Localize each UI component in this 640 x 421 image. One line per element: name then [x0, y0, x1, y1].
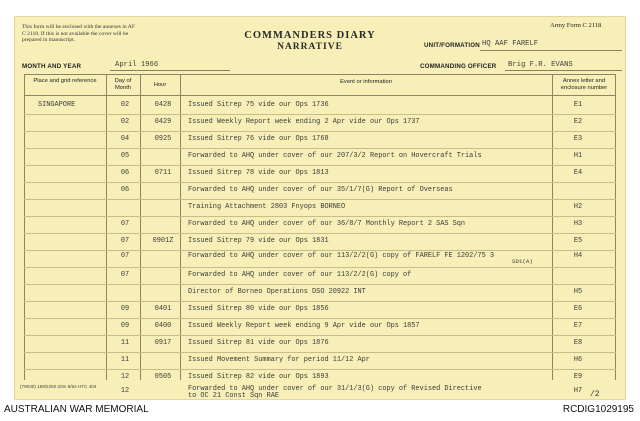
cell-event: Training Attachment 2803 Fnyops BORNEO	[188, 203, 346, 211]
col-header-event: Event or information	[340, 79, 392, 85]
cell-event: Forwarded to AHQ under cover of our 207/3/2 Report on Hovercraft Trials	[188, 152, 482, 160]
page-subtitle: NARRATIVE	[277, 42, 343, 52]
cell-event: Director of Borneo Operations DSO 20922 INT	[188, 288, 366, 296]
unit-label: UNIT/FORMATION	[424, 42, 480, 49]
table-header-border	[24, 95, 616, 96]
row-divider	[24, 369, 616, 370]
cell-event: Issued Sitrep 78 vide our Ops 1813	[188, 169, 329, 177]
col-header-hour: Hour	[153, 82, 167, 88]
unit-underline	[480, 50, 622, 51]
cell-annex: E6	[573, 305, 583, 313]
printer-imprint: (79030) 189/2250 20m 8/64 HTC 404	[20, 384, 97, 389]
officer-underline	[505, 70, 622, 71]
cell-event: Issued Sitrep 80 vide our Ops 1856	[188, 305, 329, 313]
cell-hour: 0711	[154, 169, 172, 177]
cell-annex: E7	[573, 322, 583, 330]
cell-annex: H2	[573, 203, 583, 211]
cell-day: 02	[120, 101, 130, 109]
cell-day: 04	[120, 135, 130, 143]
month-underline	[110, 70, 230, 71]
row-divider	[24, 318, 616, 319]
archive-caption: AUSTRALIAN WAR MEMORIAL	[4, 404, 149, 415]
cell-day: 06	[120, 186, 130, 194]
cell-hour: 0901Z	[152, 237, 174, 245]
cell-event: Forwarded to AHQ under cover of our 31/1/3(G) copy of Revised Directive	[188, 385, 482, 393]
cell-hour: 0925	[154, 135, 172, 143]
cell-day: 07	[120, 220, 130, 228]
cell-hour: 0428	[154, 101, 172, 109]
officer-value: Brig F.R. EVANS	[508, 61, 573, 69]
cell-event-continuation: to OC 21 Const Sqn RAE	[188, 392, 279, 400]
cell-event: Forwarded to AHQ under cover of our 113/2/2(G) copy of	[188, 271, 412, 279]
row-divider	[24, 131, 616, 132]
row-divider	[24, 148, 616, 149]
cell-day: 02	[120, 118, 130, 126]
cell-event: Forwarded to AHQ under cover of our 35/1/7(G) Report of Overseas	[188, 186, 453, 194]
cell-annex: H3	[573, 220, 583, 228]
row-divider	[24, 165, 616, 166]
row-divider	[24, 216, 616, 217]
row-divider	[24, 114, 616, 115]
cell-annex: H1	[573, 152, 583, 160]
cell-day: 11	[120, 356, 130, 364]
officer-label: COMMANDING OFFICER	[420, 63, 497, 70]
cell-event: Issued Sitrep 75 vide our Ops 1736	[188, 101, 329, 109]
row-divider	[24, 182, 616, 183]
row-divider	[24, 267, 616, 268]
cell-annex: E3	[573, 135, 583, 143]
cell-day: 11	[120, 339, 130, 347]
col-header-place: Place and grid reference	[33, 78, 97, 84]
month-value: April 1966	[115, 61, 159, 69]
cell-annex: H7	[573, 387, 583, 395]
cell-event: Issued Weekly Report week ending 2 Apr vide our Ops 1737	[188, 118, 420, 126]
annotation-sd1: SD1(A)	[512, 258, 533, 265]
cell-event: Forwarded to AHQ under cover of our 113/2/2(G) copy of FARELF FE 1202/75 3	[188, 252, 494, 260]
unit-value: HQ AAF FARELF	[482, 40, 539, 48]
row-divider	[24, 284, 616, 285]
cell-annex: E2	[573, 118, 583, 126]
cell-day: 09	[120, 305, 130, 313]
row-divider	[24, 199, 616, 200]
cell-annex: H4	[573, 252, 583, 260]
cell-event: Issued Weekly Report week ending 9 Apr vide our Ops 1857	[188, 322, 420, 330]
cell-day: 06	[120, 169, 130, 177]
row-divider	[24, 233, 616, 234]
cell-event: Issued Sitrep 79 vide our Ops 1831	[188, 237, 329, 245]
cell-hour: 0429	[154, 118, 172, 126]
month-label: MONTH AND YEAR	[22, 63, 82, 70]
col-header-annex: Annex letter and enclosure number	[560, 78, 608, 91]
col-header-day: Day of Month	[114, 78, 132, 91]
army-form-number: Army Form C 2118	[550, 22, 602, 29]
cell-event: Issued Movement Summary for period 11/12 Apr	[188, 356, 370, 364]
cell-annex: E5	[573, 237, 583, 245]
cell-event: Issued Sitrep 81 vide our Ops 1876	[188, 339, 329, 347]
cell-day: 07	[120, 252, 130, 260]
page-title: COMMANDERS DIARY	[244, 30, 376, 41]
cell-hour: 0505	[154, 373, 172, 381]
cell-hour: 0401	[154, 305, 172, 313]
cell-day: 09	[120, 322, 130, 330]
cell-hour: 0917	[154, 339, 172, 347]
archive-reference: RCDIG1029195	[562, 404, 634, 415]
cell-annex: H5	[573, 288, 583, 296]
row-divider	[24, 250, 616, 251]
page-number: /2	[590, 390, 600, 399]
cell-annex: H6	[573, 356, 583, 364]
table-top-border	[24, 74, 616, 75]
cell-day: 07	[120, 271, 130, 279]
cell-event: Issued Sitrep 82 vide our Ops 1893	[188, 373, 329, 381]
cell-day: 05	[120, 152, 130, 160]
cell-day: 12	[120, 387, 130, 395]
cell-place: SINGAPORE	[38, 101, 76, 109]
cell-day: 07	[120, 237, 130, 245]
form-note: This form will be enclosed with the annexes in AF C 2118. If this is not available the cover will be prepared in manuscript.	[22, 24, 135, 44]
row-divider	[24, 335, 616, 336]
row-divider	[24, 301, 616, 302]
cell-day: 12	[120, 373, 130, 381]
cell-annex: E4	[573, 169, 583, 177]
cell-event: Issued Sitrep 76 vide our Ops 1768	[188, 135, 329, 143]
cell-hour: 0400	[154, 322, 172, 330]
cell-annex: E8	[573, 339, 583, 347]
row-divider	[24, 352, 616, 353]
cell-annex: E1	[573, 101, 583, 109]
cell-annex: E9	[573, 373, 583, 381]
cell-event: Forwarded to AHQ under cover of our 36/8/7 Monthly Report 2 SAS Sqn	[188, 220, 466, 228]
